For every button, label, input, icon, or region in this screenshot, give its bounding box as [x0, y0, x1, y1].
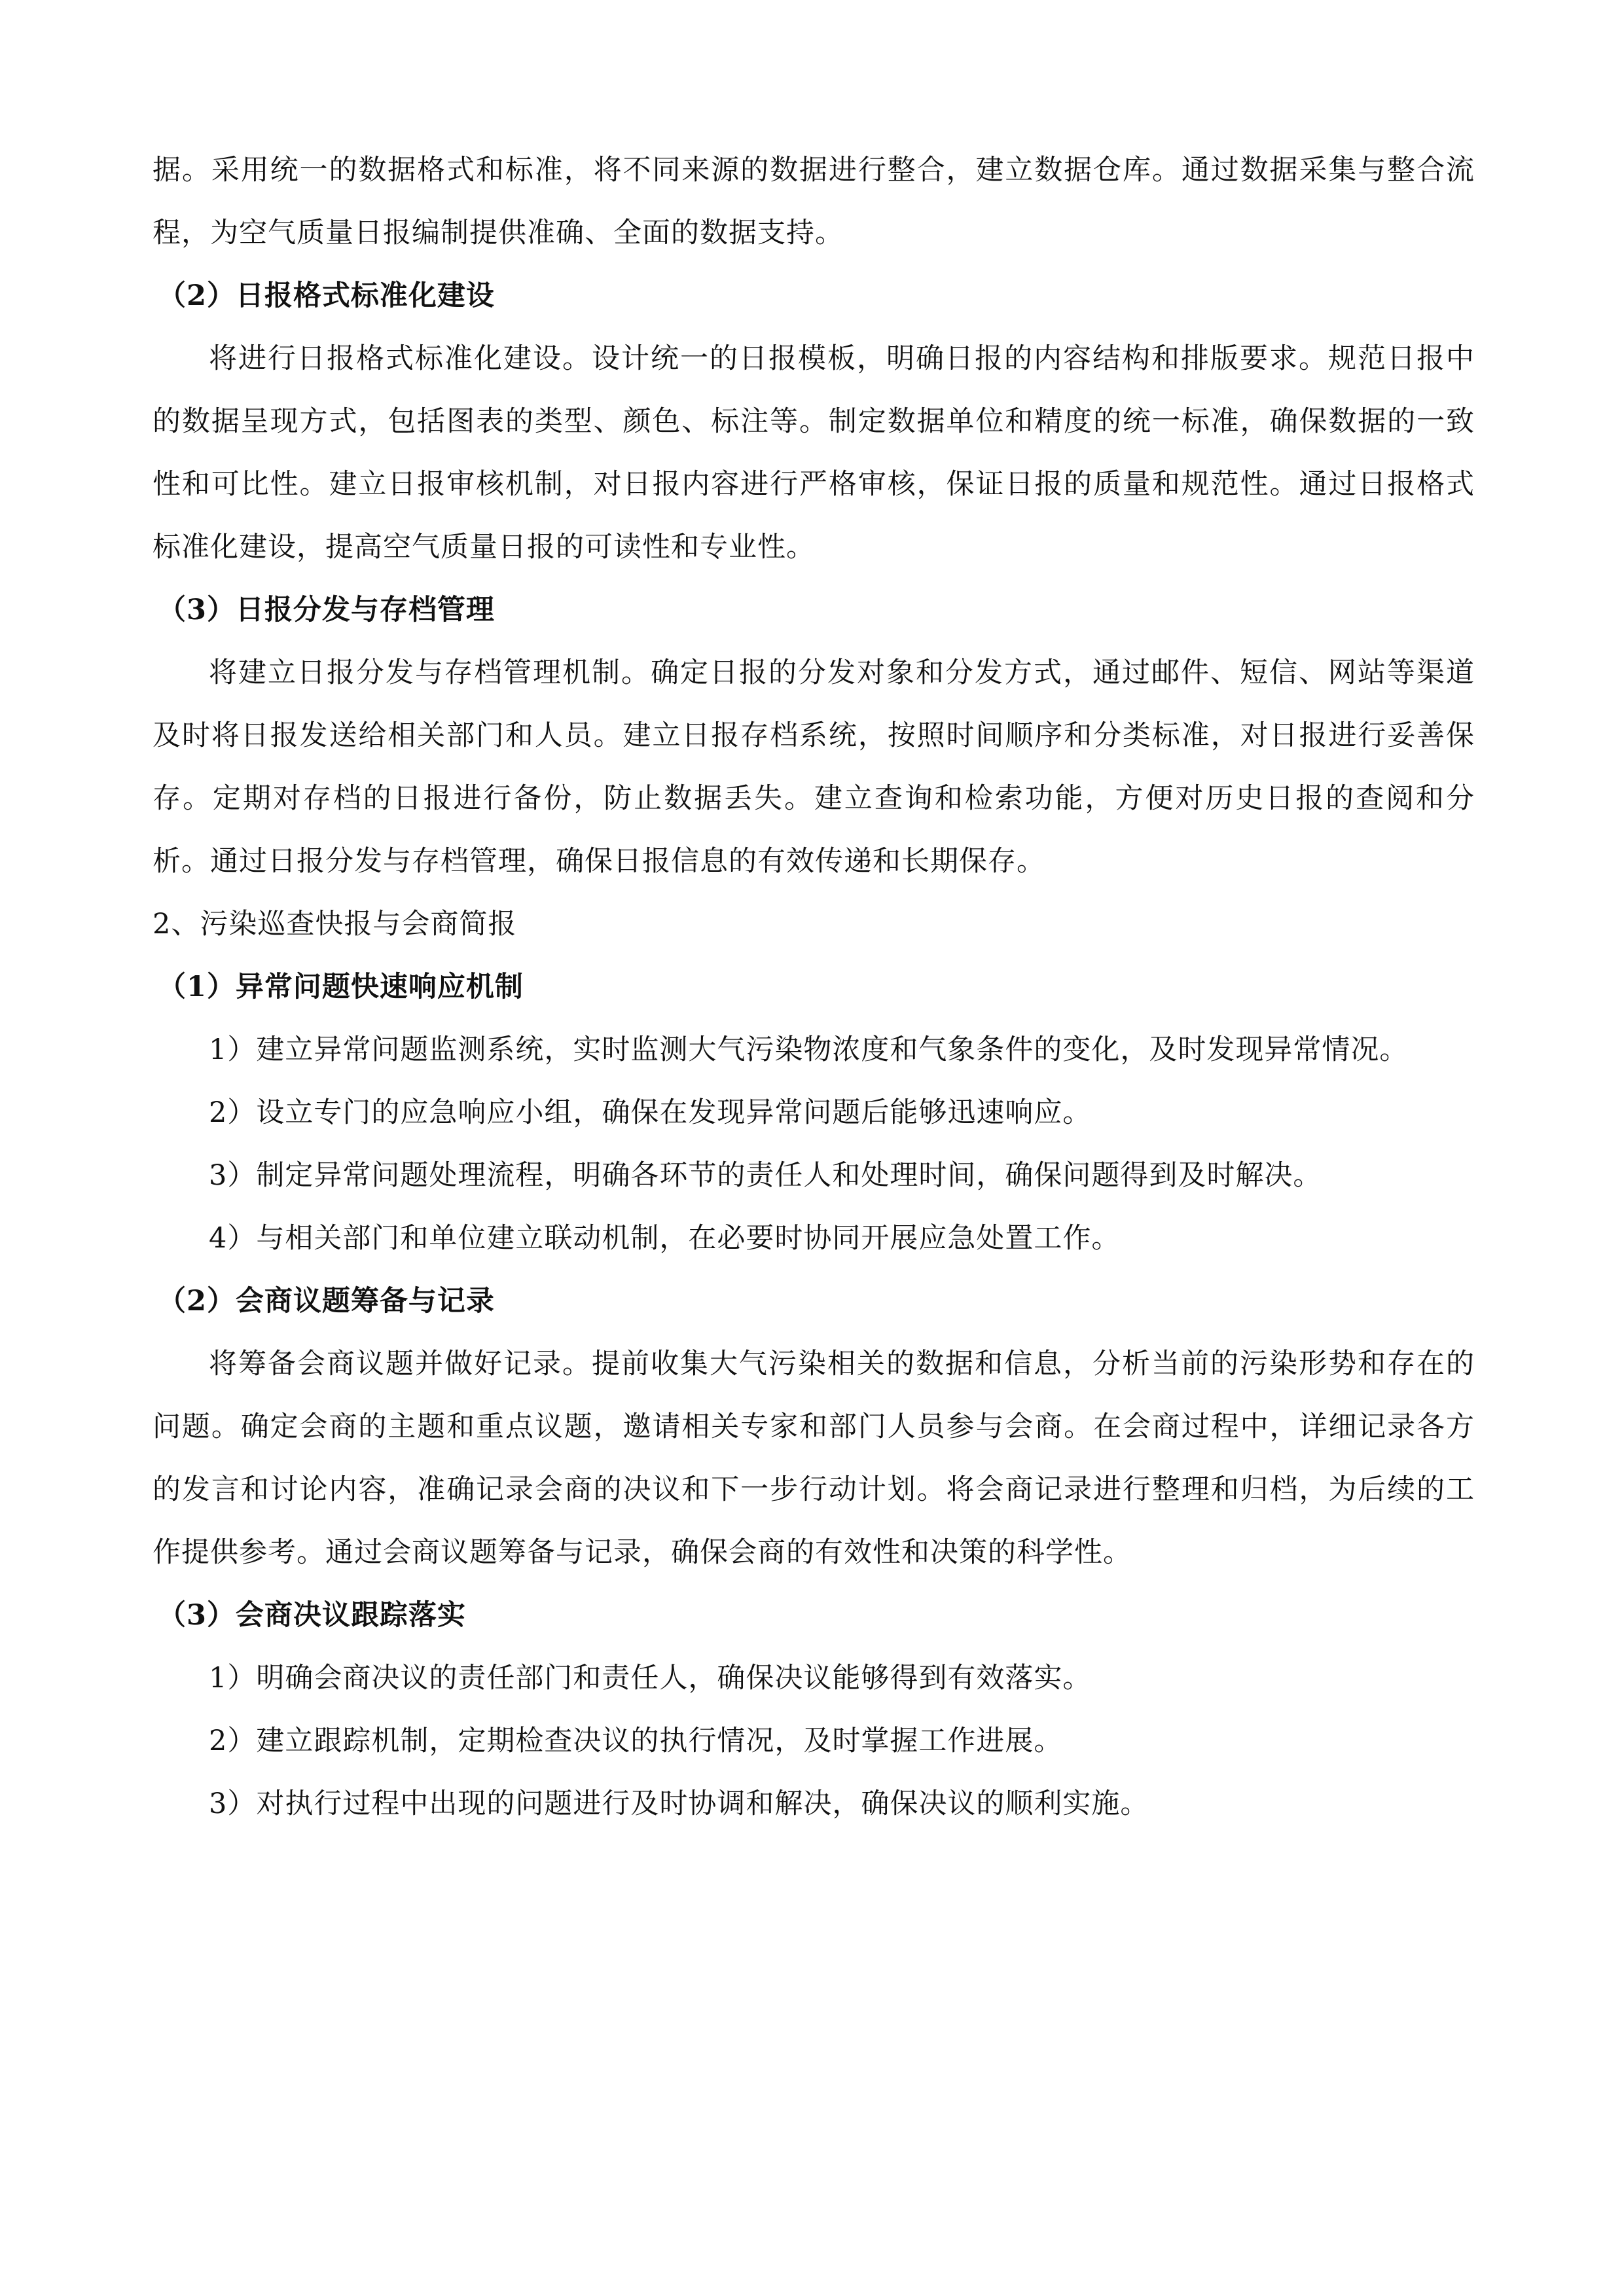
list-item: 1）建立异常问题监测系统，实时监测大气污染物浓度和气象条件的变化，及时发现异常情况。 [209, 1033, 1409, 1066]
paragraph-data-integration: 据。采用统一的数据格式和标准，将不同来源的数据进行整合，建立数据仓库。通过数据采集与整合流程，为空气质量日报编制提供准确、全面的数据支持。 [153, 154, 1475, 249]
section-heading-pollution-inspection: 2、污染巡查快报与会商简报 [153, 908, 517, 941]
heading-report-format-standardization: （2）日报格式标准化建设 [158, 279, 495, 312]
list-item: 2）建立跟踪机制，定期检查决议的执行情况，及时掌握工作进展。 [209, 1725, 1063, 1757]
document-body [153, 139, 1475, 1835]
heading-resolution-tracking: （3）会商决议跟踪落实 [158, 1599, 466, 1632]
list-item: 3）对执行过程中出现的问题进行及时协调和解决，确保决议的顺利实施。 [209, 1787, 1149, 1820]
heading-report-distribution-archive: （3）日报分发与存档管理 [158, 594, 495, 626]
heading-rapid-response-mechanism: （1）异常问题快速响应机制 [158, 971, 524, 1003]
list-item: 4）与相关部门和单位建立联动机制，在必要时协同开展应急处置工作。 [209, 1222, 1121, 1255]
paragraph-consultation-preparation: 将筹备会商议题并做好记录。提前收集大气污染相关的数据和信息，分析当前的污染形势和存在的问题。确定会商的主题和重点议题，邀请相关专家和部门人员参与会商。在会商过程中，详细记录各方的发言和讨论内容，准确记录会商的决议和下一步行动计划。将会商记录进行整理和归档，为后续的工作提供参考。通过会商议题筹备与记录，确保会商的有效性和决策的科学性。 [153, 1348, 1475, 1569]
paragraph-report-distribution-archive: 将建立日报分发与存档管理机制。确定日报的分发对象和分发方式，通过邮件、短信、网站等渠道及时将日报发送给相关部门和人员。建立日报存档系统，按照时间顺序和分类标准，对日报进行妥善保存。定期对存档的日报进行备份，防止数据丢失。建立查询和检索功能，方便对历史日报的查阅和分析。通过日报分发与存档管理，确保日报信息的有效传递和长期保存。 [153, 656, 1475, 878]
heading-consultation-preparation: （2）会商议题筹备与记录 [158, 1285, 495, 1318]
list-item: 2）设立专门的应急响应小组，确保在发现异常问题后能够迅速响应。 [209, 1096, 1092, 1129]
list-item: 3）制定异常问题处理流程，明确各环节的责任人和处理时间，确保问题得到及时解决。 [209, 1159, 1322, 1192]
paragraph-report-format-standardization: 将进行日报格式标准化建设。设计统一的日报模板，明确日报的内容结构和排版要求。规范日报中的数据呈现方式，包括图表的类型、颜色、标注等。制定数据单位和精度的统一标准，确保数据的一致性和可比性。建立日报审核机制，对日报内容进行严格审核，保证日报的质量和规范性。通过日报格式标准化建设，提高空气质量日报的可读性和专业性。 [153, 342, 1475, 564]
list-item: 1）明确会商决议的责任部门和责任人，确保决议能够得到有效落实。 [209, 1662, 1092, 1695]
